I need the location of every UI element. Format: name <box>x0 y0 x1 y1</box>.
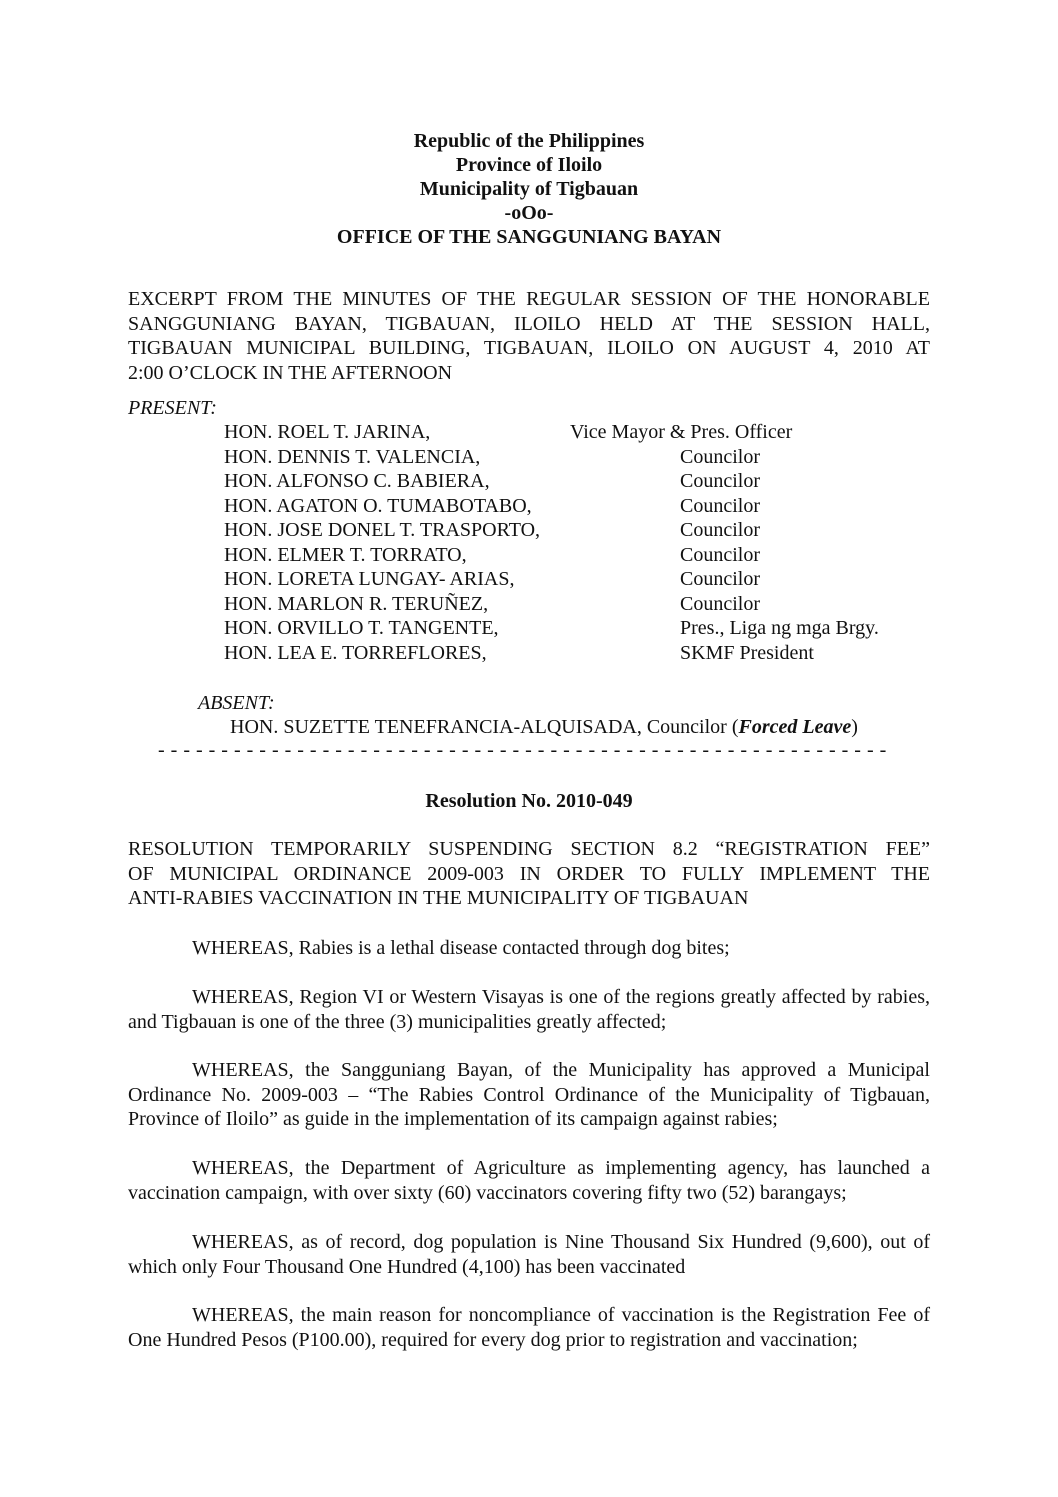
member-position: Councilor <box>680 445 760 468</box>
roster-row <box>224 518 944 543</box>
present-roster <box>224 420 944 665</box>
whereas-paragraph <box>128 1303 930 1352</box>
member-name: HON. JOSE DONEL T. TRASPORTO, <box>224 519 541 541</box>
whereas-paragraph <box>128 1156 930 1205</box>
excerpt-paragraph <box>128 287 930 385</box>
absent-reason: Forced Leave <box>738 716 852 738</box>
member-position: Vice Mayor & Pres. Officer <box>570 421 793 443</box>
member-position: Councilor <box>680 543 760 566</box>
roster-row <box>224 616 944 641</box>
excerpt-line: SANGGUNIANG BAYAN, TIGBAUAN, ILOILO HELD AT THE SESSION HALL, <box>128 312 930 335</box>
member-name: HON. LORETA LUNGAY- ARIAS, <box>224 568 515 590</box>
whereas-text: WHEREAS, the Department of Agriculture as implementing agency, has launched a vaccination campaign, with over sixty (60) vaccinators covering fifty two (52) barangays; <box>128 1157 930 1204</box>
member-name: HON. ALFONSO C. BABIERA, <box>224 470 490 492</box>
resolution-title-line: RESOLUTION TEMPORARILY SUSPENDING SECTION 8.2 “REGISTRATION FEE” <box>128 838 930 860</box>
roster-row <box>224 469 944 494</box>
roster-row <box>224 420 944 445</box>
excerpt-line: 2:00 O’CLOCK IN THE AFTERNOON <box>128 361 453 384</box>
resolution-title-line: ANTI-RABIES VACCINATION IN THE MUNICIPALITY OF TIGBAUAN <box>128 887 749 909</box>
member-name: HON. DENNIS T. VALENCIA, <box>224 445 481 468</box>
roster-row <box>224 494 944 519</box>
member-name: HON. ROEL T. JARINA, <box>224 421 431 443</box>
whereas-text: WHEREAS, the Sangguniang Bayan, of the Municipality has approved a Municipal Ordinance No. 2009-003 – “The Rabies Control Ordinance of the Municipality of Tigbauan, Province of Iloilo” as guide in the implementation of its campaign against rabies; <box>128 1059 930 1130</box>
member-position: SKMF President <box>680 641 814 664</box>
whereas-paragraph <box>128 985 930 1034</box>
member-name: HON. AGATON O. TUMABOTABO, <box>224 494 532 517</box>
whereas-text: WHEREAS, Rabies is a lethal disease contacted through dog bites; <box>192 937 730 959</box>
roster-row <box>224 543 944 568</box>
whereas-text: WHEREAS, the main reason for noncompliance of vaccination is the Registration Fee of One Hundred Pesos (P100.00), required for every dog prior to registration and vaccination; <box>128 1304 930 1351</box>
absent-close: ) <box>851 716 858 738</box>
absent-label: ABSENT: <box>198 692 275 714</box>
roster-row <box>224 445 944 470</box>
roster-row <box>224 592 944 617</box>
absent-member-name: HON. SUZETTE TENEFRANCIA-ALQUISADA, Councilor ( <box>230 716 739 738</box>
member-position: Councilor <box>680 494 760 517</box>
resolution-title-line: OF MUNICIPAL ORDINANCE 2009-003 IN ORDER TO FULLY IMPLEMENT THE <box>128 862 930 885</box>
whereas-paragraph <box>128 1230 930 1279</box>
roster-row <box>224 567 944 592</box>
separator-line: - - - - - - - - - - - - - - - - - - - - - - - - - - - - - - - - - - - - - - - - - - - - - - - - - - - - - - - - - - <box>158 739 887 761</box>
member-name: HON. ELMER T. TORRATO, <box>224 543 467 566</box>
header-province: Province of Iloilo <box>455 154 603 176</box>
whereas-paragraph <box>128 936 930 961</box>
absent-member <box>230 715 858 740</box>
document-header <box>0 129 1058 249</box>
member-position: Councilor <box>680 568 760 590</box>
resolution-number: Resolution No. 2010-049 <box>425 790 633 812</box>
member-name: HON. ORVILLO T. TANGENTE, <box>224 617 499 639</box>
header-ornament: -oOo- <box>504 202 554 224</box>
excerpt-line: TIGBAUAN MUNICIPAL BUILDING, TIGBAUAN, ILOILO ON AUGUST 4, 2010 AT <box>128 337 930 359</box>
whereas-text: WHEREAS, as of record, dog population is Nine Thousand Six Hundred (9,600), out of which only Four Thousand One Hundred (4,100) has been vaccinated <box>128 1231 930 1278</box>
header-municipality: Municipality of Tigbauan <box>419 178 639 200</box>
excerpt-line: EXCERPT FROM THE MINUTES OF THE REGULAR SESSION OF THE HONORABLE <box>128 288 930 310</box>
resolution-title <box>128 837 930 911</box>
member-position: Pres., Liga ng mga Brgy. <box>680 617 879 639</box>
whereas-paragraph <box>128 1058 930 1132</box>
whereas-text: WHEREAS, Region VI or Western Visayas is one of the regions greatly affected by rabies, and Tigbauan is one of the three (3) municipalities greatly affected; <box>128 986 930 1033</box>
header-republic: Republic of the Philippines <box>413 130 645 152</box>
roster-row <box>224 641 944 666</box>
present-label: PRESENT: <box>128 397 217 419</box>
member-position: Councilor <box>680 592 760 615</box>
member-name: HON. LEA E. TORREFLORES, <box>224 641 487 664</box>
member-position: Councilor <box>680 519 760 541</box>
member-name: HON. MARLON R. TERUÑEZ, <box>224 592 489 615</box>
member-position: Councilor <box>680 470 760 492</box>
header-office: OFFICE OF THE SANGGUNIANG BAYAN <box>336 226 722 248</box>
